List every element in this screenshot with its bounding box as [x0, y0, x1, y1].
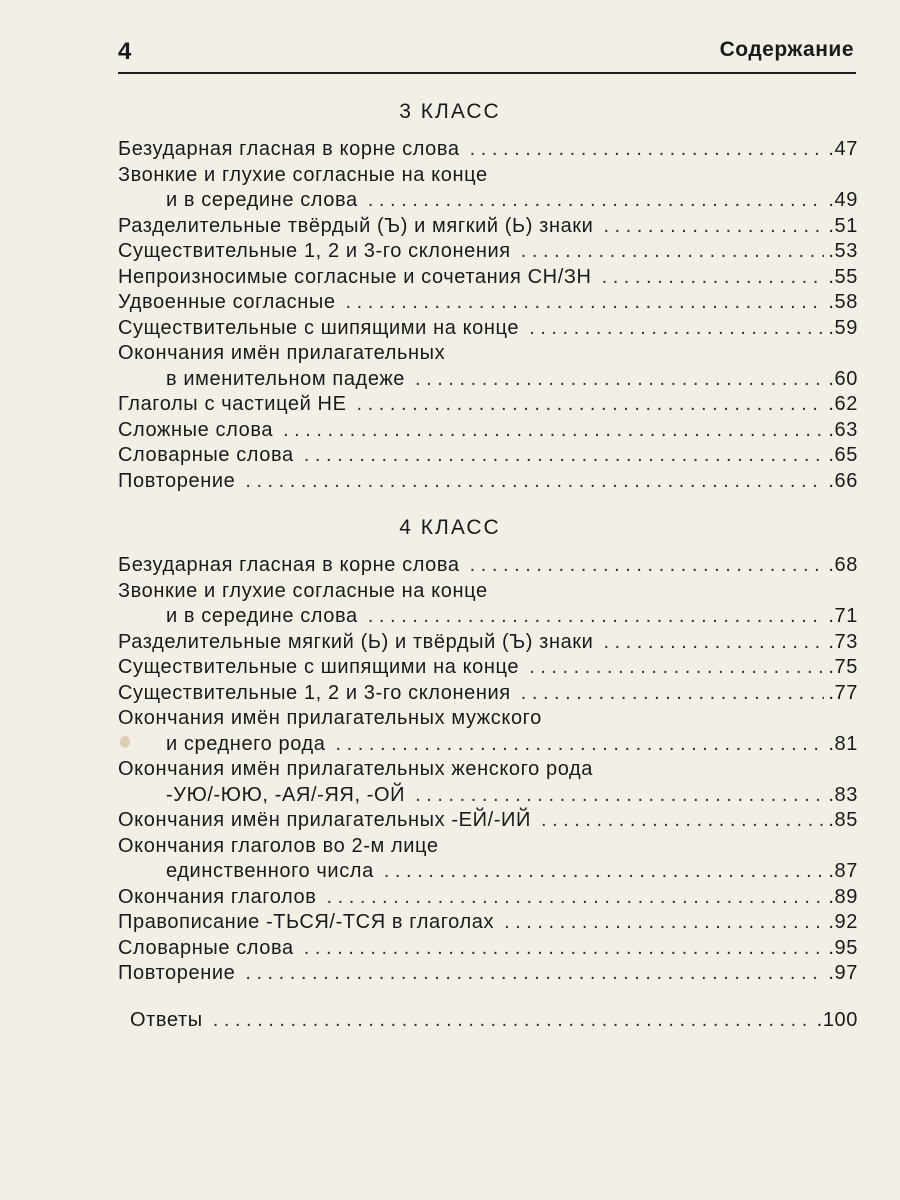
toc-entry[interactable] — [118, 418, 858, 444]
leader-dots — [368, 604, 825, 630]
toc-entry[interactable] — [118, 885, 858, 911]
toc-entry-label: Словарные слова — [118, 444, 294, 466]
toc-page-number: .62 — [828, 393, 858, 415]
toc-page-number: .87 — [828, 860, 858, 882]
toc-entry-label: Безударная гласная в корне слова — [118, 554, 460, 576]
section-title-grade-3: 3 КЛАСС — [399, 100, 501, 123]
leader-dots — [326, 885, 824, 911]
leader-dots — [470, 553, 825, 579]
leader-dots — [541, 808, 824, 834]
page-header — [118, 28, 856, 74]
leader-dots — [529, 316, 824, 342]
toc-entry-label: Окончания глаголов — [118, 885, 317, 908]
toc-entry-label: Разделительные твёрдый (Ъ) и мягкий (Ь) знаки — [118, 214, 594, 237]
toc-entry-label: Безударная гласная в корне слова — [118, 138, 460, 160]
page-title: Содержание — [719, 38, 854, 61]
toc-entry-label: Непроизносимые согласные и сочетания СН/ЗН — [118, 265, 592, 288]
leader-dots — [504, 910, 824, 936]
toc-entry-label: Окончания имён прилагательных мужского — [118, 707, 542, 729]
toc-page-number: .77 — [828, 681, 858, 704]
toc-page-number: .89 — [828, 885, 858, 908]
leader-dots — [245, 469, 824, 495]
leader-dots — [415, 367, 824, 393]
toc-entry-label: и среднего рода — [166, 732, 326, 755]
toc-entry[interactable] — [118, 655, 858, 681]
leader-dots — [368, 188, 825, 214]
toc-page-number: .71 — [828, 605, 858, 627]
toc-page-number: .85 — [828, 809, 858, 831]
toc-page-number: .53 — [828, 240, 858, 262]
toc-entry[interactable] — [118, 392, 858, 418]
leader-dots — [602, 265, 825, 291]
toc-entry-label: Окончания имён прилагательных — [118, 342, 446, 364]
toc-entry[interactable] — [118, 163, 858, 214]
toc-page-number: .95 — [828, 936, 858, 959]
toc-page-number: .97 — [828, 962, 858, 984]
leader-dots — [346, 290, 825, 316]
toc-page-number: .81 — [828, 732, 858, 755]
toc-entry[interactable] — [118, 961, 858, 987]
toc-entry-label: Существительные 1, 2 и 3-го склонения — [118, 240, 511, 262]
toc-entry-label: Удвоенные согласные — [118, 291, 336, 313]
toc-page-number: .51 — [828, 214, 858, 237]
leader-dots — [357, 392, 825, 418]
toc-entry-label: -УЮ/-ЮЮ, -АЯ/-ЯЯ, -ОЙ — [166, 783, 406, 806]
toc-page-number: .66 — [828, 469, 858, 492]
toc-grade-4 — [118, 553, 858, 987]
toc-entry[interactable] — [118, 579, 858, 630]
toc-entry-label: Глаголы с частицей НЕ — [118, 393, 347, 415]
toc-entry-answers[interactable] — [118, 1008, 858, 1034]
toc-entry-label: Ответы — [130, 1009, 203, 1031]
toc-entry[interactable] — [118, 757, 858, 808]
toc-entry[interactable] — [118, 239, 858, 265]
toc-page-number: .59 — [828, 316, 858, 339]
toc-entry-label: Словарные слова — [118, 936, 294, 959]
toc-entry-label: Разделительные мягкий (Ь) и твёрдый (Ъ) знаки — [118, 630, 594, 653]
paper-stain — [120, 736, 130, 748]
leader-dots — [470, 137, 825, 163]
toc-entry[interactable] — [118, 265, 858, 291]
leader-dots — [521, 239, 825, 265]
toc-page-number: .68 — [828, 554, 858, 576]
toc-entry[interactable] — [118, 808, 858, 834]
toc-page-number: .75 — [828, 656, 858, 678]
toc-page-number: .49 — [828, 189, 858, 211]
toc-answers — [118, 1008, 858, 1034]
toc-entry[interactable] — [118, 341, 858, 392]
toc-entry[interactable] — [118, 137, 858, 163]
toc-entry[interactable] — [118, 443, 858, 469]
leader-dots — [283, 418, 824, 444]
toc-entry-label: Окончания глаголов во 2-м лице — [118, 834, 439, 857]
toc-page-number: .63 — [828, 418, 858, 441]
toc-entry-label: Повторение — [118, 962, 236, 984]
toc-entry-label: Правописание -ТЬСЯ/-ТСЯ в глаголах — [118, 911, 495, 933]
toc-entry[interactable] — [118, 834, 858, 885]
leader-dots — [603, 630, 824, 656]
toc-entry-label: единственного числа — [166, 860, 374, 882]
toc-page-number: .73 — [828, 630, 858, 653]
leader-dots — [384, 859, 825, 885]
leader-dots — [521, 681, 825, 707]
toc-page-number: .100 — [816, 1009, 858, 1031]
toc-entry[interactable] — [118, 706, 858, 757]
toc-entry-label: Повторение — [118, 469, 236, 492]
toc-page-number: .65 — [828, 444, 858, 466]
toc-entry[interactable] — [118, 936, 858, 962]
toc-entry-label: и в середине слова — [166, 189, 358, 211]
toc-page-number: .92 — [828, 911, 858, 933]
toc-page-number: .58 — [828, 291, 858, 313]
toc-entry-label: в именительном падеже — [166, 367, 406, 390]
toc-page-number: .83 — [828, 783, 858, 806]
toc-page-number: .60 — [828, 367, 858, 390]
toc-entry-label: и в середине слова — [166, 605, 358, 627]
toc-entry-label: Окончания имён прилагательных -ЕЙ/-ИЙ — [118, 809, 531, 831]
toc-entry[interactable] — [118, 316, 858, 342]
leader-dots — [304, 443, 825, 469]
toc-entry[interactable] — [118, 290, 858, 316]
leader-dots — [603, 214, 824, 240]
toc-grade-3 — [118, 137, 858, 494]
toc-entry-label: Сложные слова — [118, 418, 274, 441]
toc-entry-label: Существительные с шипящими на конце — [118, 316, 520, 339]
leader-dots — [245, 961, 824, 987]
toc-entry[interactable] — [118, 214, 858, 240]
leader-dots — [213, 1008, 813, 1034]
toc-entry-label: Звонкие и глухие согласные на конце — [118, 163, 488, 186]
leader-dots — [336, 732, 825, 758]
toc-page-number: .55 — [828, 265, 858, 288]
section-title-grade-4: 4 КЛАСС — [399, 516, 501, 539]
toc-entry-label: Звонкие и глухие согласные на конце — [118, 579, 488, 602]
toc-entry[interactable] — [118, 681, 858, 707]
toc-entry[interactable] — [118, 910, 858, 936]
toc-entry[interactable] — [118, 553, 858, 579]
toc-entry-label: Существительные с шипящими на конце — [118, 656, 520, 678]
toc-page-number: .47 — [828, 138, 858, 160]
leader-dots — [304, 936, 825, 962]
toc-entry[interactable] — [118, 469, 858, 495]
toc-entry[interactable] — [118, 630, 858, 656]
toc-entry-label: Окончания имён прилагательных женского рода — [118, 758, 593, 780]
leader-dots — [415, 783, 824, 809]
toc-entry-label: Существительные 1, 2 и 3-го склонения — [118, 681, 511, 704]
page-number: 4 — [118, 38, 132, 65]
leader-dots — [529, 655, 824, 681]
